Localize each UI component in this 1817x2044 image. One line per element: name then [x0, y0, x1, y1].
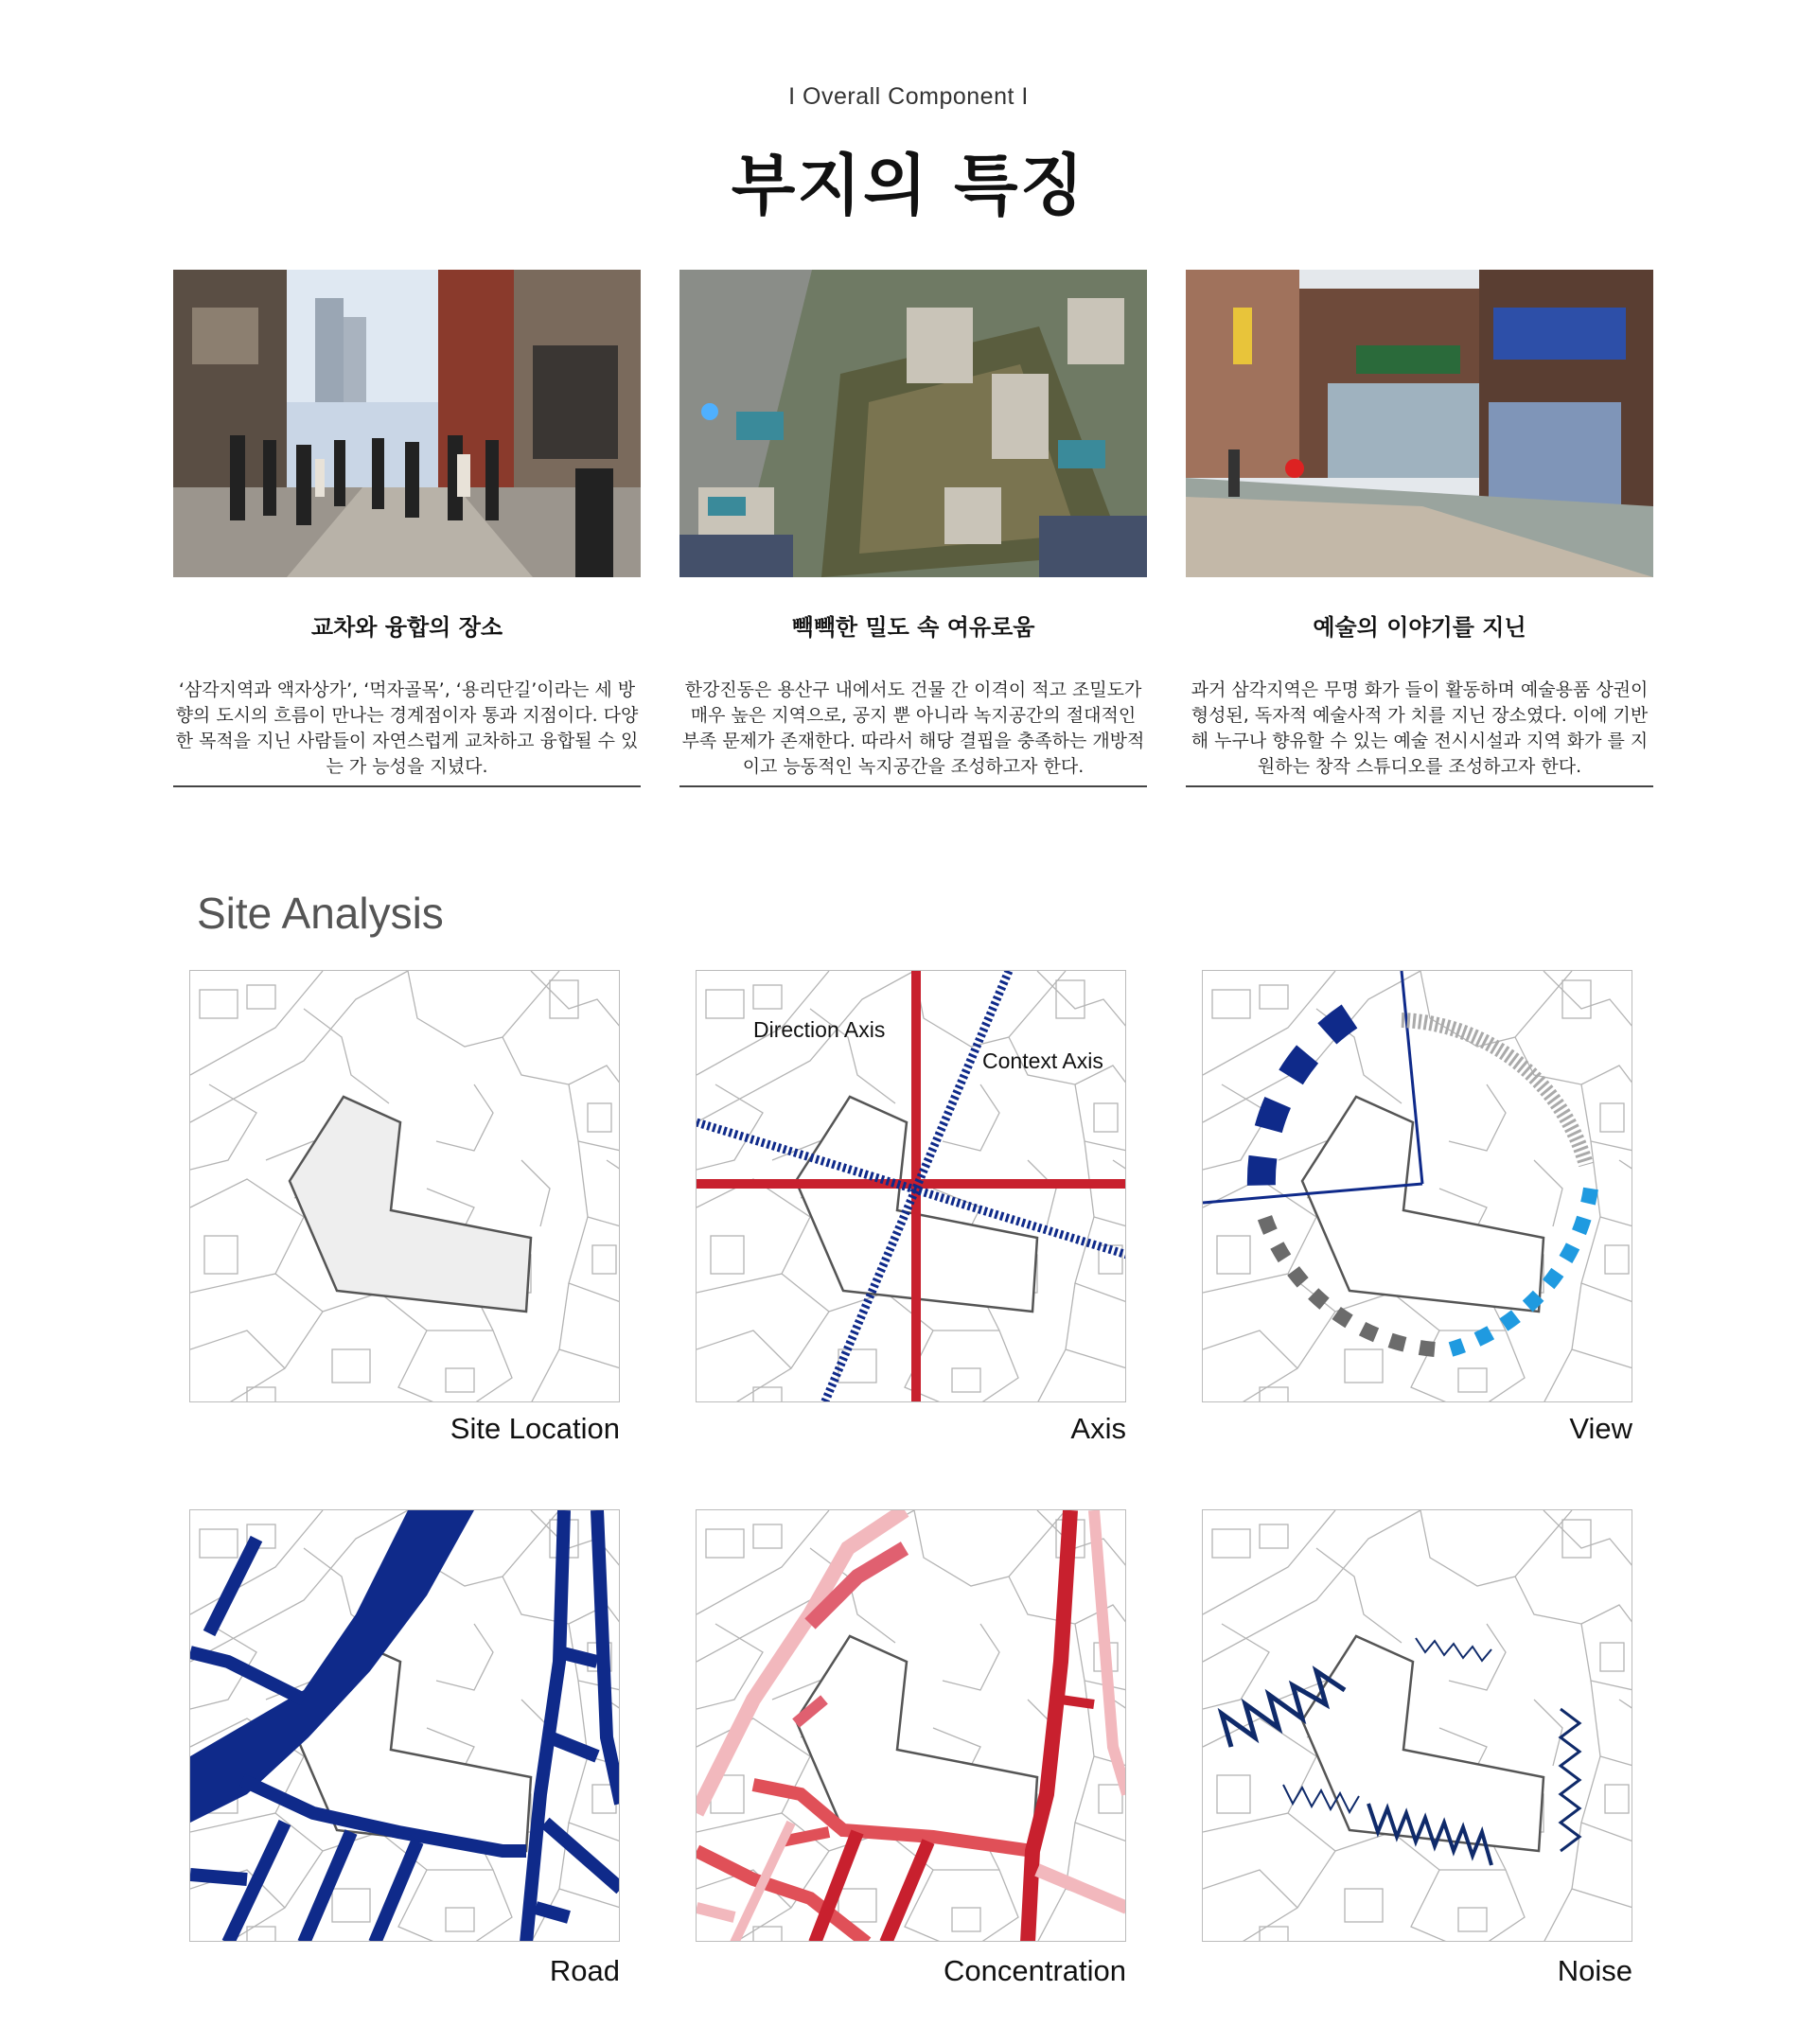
feature-card-3: [1186, 270, 1653, 780]
aerial-site-photo: [679, 270, 1147, 577]
site-location-map: [189, 970, 620, 1402]
page-title: 부지의 특징: [731, 147, 1086, 224]
feature-description: ‘삼각지역과 액자상가’, ‘먹자골목’, ‘용리단길’이라는 세 방향의 도시의 흐름이 만나는 경계점이자 통과 지점이다. 다양한 목적을 지닌 사람들이 자연스럽게 교차하고 융합될 수 있는 가 능성을 지녔다.: [175, 679, 639, 777]
feature-description: 한강진동은 용산구 내에서도 건물 간 이격이 적고 조밀도가 매우 높은 지역으로, 공지 뿐 아니라 녹지공간의 절대적인 부족 문제가 존재한다. 따라서 해당 결핍을 충족하는 개방적이고 능동적인 녹지공간을 조성하고자 한다.: [681, 679, 1145, 777]
eyebrow-label: I Overall Component I: [788, 83, 1029, 110]
panel-label: Axis: [1070, 1412, 1126, 1445]
panel-label: Noise: [1557, 1954, 1632, 1987]
divider: [1186, 785, 1653, 787]
divider: [173, 785, 641, 787]
feature-card-2: [679, 270, 1147, 780]
street-crowd-photo: [173, 270, 641, 577]
view-arc-hatched: [1402, 1020, 1586, 1165]
feature-card-1: [173, 270, 641, 780]
noise-map: [1202, 1509, 1632, 1942]
concentration-map: [696, 1509, 1126, 1942]
direction-axis-label: Direction Axis: [753, 1017, 886, 1042]
feature-description: 과거 삼각지역은 무명 화가 들이 활동하며 예술용품 상권이 형성된, 독자적 예술사적 가 치를 지닌 장소였다. 이에 기반해 누구나 향유할 수 있는 예술 전시시설과 지역 화가 를 지원하는 창작 스튜디오를 조성하고자 한다.: [1191, 679, 1649, 777]
noise-zigzag-north: [1416, 1638, 1491, 1661]
panel-label: Concentration: [943, 1954, 1126, 1987]
section-title: Site Analysis: [197, 889, 444, 938]
noise-zigzag-east: [1561, 1709, 1579, 1851]
feature-title: 예술의 이야기를 지닌: [1313, 614, 1526, 641]
feature-title: 교차와 융합의 장소: [310, 614, 503, 641]
axis-map: [696, 970, 1126, 1402]
context-axis-label: Context Axis: [982, 1048, 1103, 1073]
panel-label: View: [1569, 1412, 1632, 1445]
feature-title: 빽빽한 밀도 속 여유로움: [791, 614, 1035, 641]
panel-label: Site Location: [450, 1412, 620, 1445]
site-boundary: [290, 1097, 531, 1312]
road-map: [189, 1509, 620, 1942]
divider: [679, 785, 1147, 787]
view-map: [1202, 970, 1632, 1402]
art-shop-street-photo: [1186, 270, 1653, 577]
panel-label: Road: [549, 1954, 620, 1987]
